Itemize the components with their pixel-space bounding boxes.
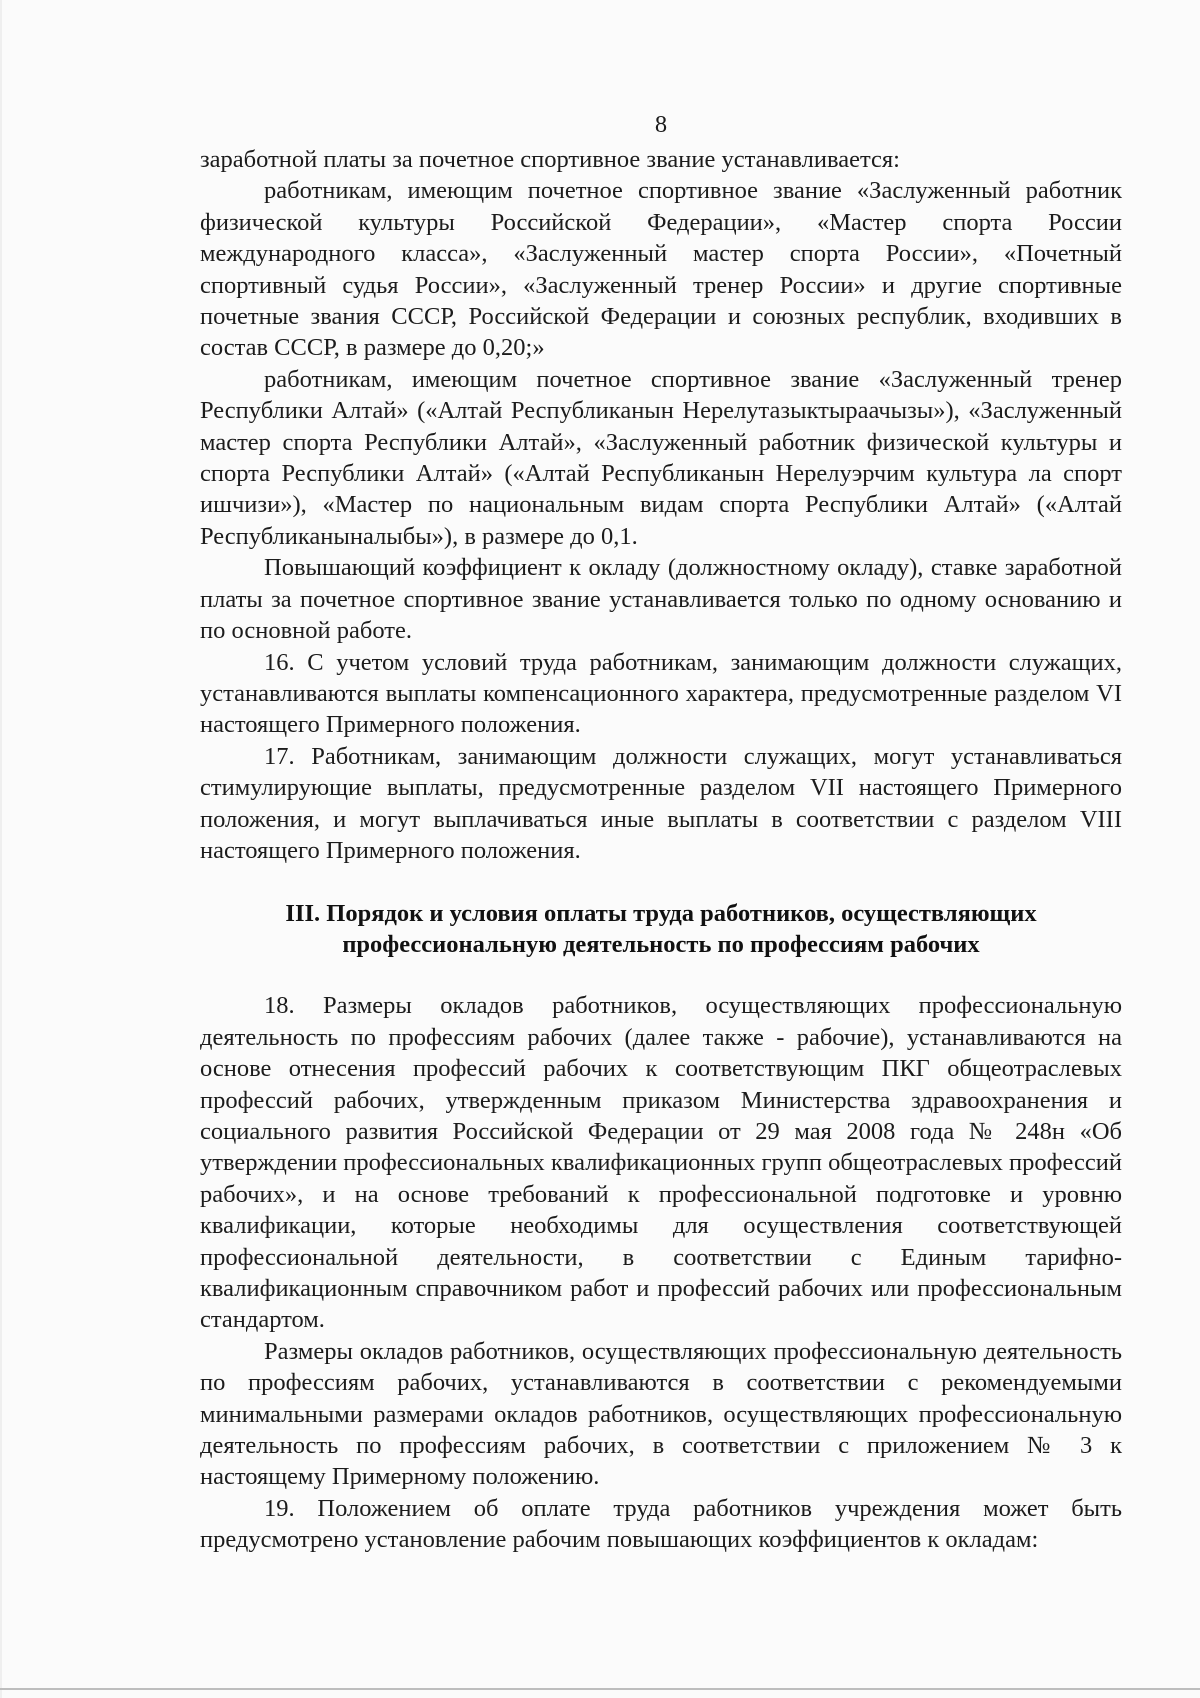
page-content — [200, 108, 1122, 1556]
paragraph-single-basis: Повышающий коэффициент к окладу (должностному окладу), ставке заработной платы за почетное спортивное звание устанавливается только по одному основанию и по основной работе. — [200, 554, 1122, 645]
paragraph-item-17: 17. Работникам, занимающим должности служащих, могут устанавливаться стимулирующие выплаты, предусмотренные разделом VII настоящего Примерного положения, и могут выплачиваться иные выплаты в соответствии с разделом VIII настоящего Примерного положения. — [200, 742, 1122, 864]
scan-bottom-edge — [0, 1688, 1200, 1690]
paragraph-honorary-titles-russia: работникам, имеющим почетное спортивное звание «Заслуженный работник физической культуры Российской Федерации», «Мастер спорта России международного класса», «Заслуженный мастер спорта России», «Почетный спортивный судья России», «Заслуженный тренер России» и другие спортивные почетные звания СССР, Российской Федерации и союзных республик, входивших в состав СССР, в размере до 0,20;» — [200, 177, 1122, 362]
page-number: 8 — [654, 111, 668, 138]
paragraph-salary-sizes: Размеры окладов работников, осуществляющих профессиональную деятельность по профессиям рабочих, устанавливаются в соответствии с рекомендуемыми минимальными размерами окладов работников, осуществляющих профессиональную деятельность по профессиям рабочих, в соответствии с приложением № 3 к настоящему Примерному положению. — [200, 1337, 1122, 1491]
paragraph-item-19: 19. Положением об оплате труда работников учреждения может быть предусмотрено установление рабочим повышающих коэффициентов к окладам: — [200, 1494, 1122, 1554]
paragraph-item-16: 16. С учетом условий труда работникам, занимающим должности служащих, устанавливаются выплаты компенсационного характера, предусмотренные разделом VI настоящего Примерного положения. — [200, 648, 1122, 739]
section-heading: III. Порядок и условия оплаты труда работников, осуществляющих профессиональную деятельность по профессиям рабочих — [285, 900, 1037, 959]
paragraph-item-18: 18. Размеры окладов работников, осуществляющих профессиональную деятельность по профессиям рабочих (далее также - рабочие), устанавливаются на основе отнесения профессий рабочих к соответствующим ПКГ общеотраслевых профессий рабочих, утвержденным приказом Министерства здравоохранения и социального развития Российской Федерации от 29 мая 2008 года № 248н «Об утверждении профессиональных квалификационных групп общеотраслевых профессий рабочих», и на основе требований к профессиональной подготовке и уровню квалификации, которые необходимы для осуществления соответствующей профессиональной деятельности, в соответствии с Единым тарифно-квалификационным справочником работ и профессий рабочих или профессиональным стандартом. — [200, 992, 1122, 1334]
scan-left-edge — [0, 0, 2, 1698]
paragraph-continuation: заработной платы за почетное спортивное звание устанавливается: — [200, 146, 900, 173]
paragraph-honorary-titles-altai: работникам, имеющим почетное спортивное звание «Заслуженный тренер Республики Алтай» («Алтай Республиканын Нерелутазыктыраачызы»), «Заслуженный мастер спорта Республики Алтай», «Заслуженный работник физической культуры и спорта Республики Алтай» («Алтай Республиканын Нерелуэрчим культура ла спорт ишчизи»), «Мастер по национальным видам спорта Республики Алтай» («Алтай Республиканыналыбы»), в размере до 0,1. — [200, 365, 1122, 550]
